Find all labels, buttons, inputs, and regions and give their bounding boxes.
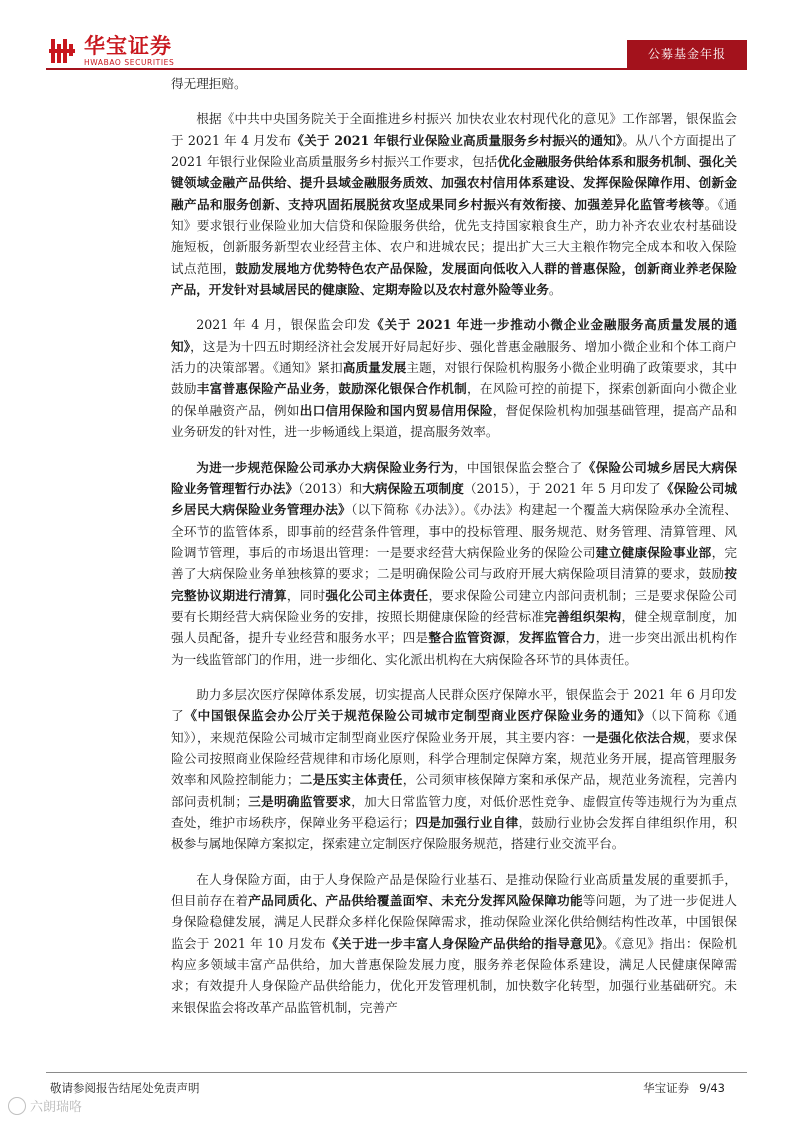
paragraph [171, 869, 737, 1018]
text-run: ，这是为十四五时期经济社会发展开好局起好步、强化普惠金融服务、增加小微企业和个体工商户活力的决策部署。《通知》紧扣 [171, 338, 738, 376]
text-run: ，健全规章制度，加强人员配备，提升专业经营和服务水平；四是 [171, 608, 738, 646]
text-run: ，督促保险机构加强基础管理，提高产品和业务研发的针对性，进一步畅通线上渠道，提高服务效率。 [171, 402, 738, 440]
header-divider [46, 68, 747, 70]
text-run: 等问题，为了进一步促进人身保险稳健发展，满足人民群众多样化保险保障需求，推动保险业深化供给侧结构性改革，中国银保监会于 2021 年 10 月发布 [171, 893, 738, 951]
text-run: 主题，对银行保险机构服务小微企业明确了政策要求，其中鼓励 [171, 360, 738, 397]
text-run: 根据《中共中央国务院关于全面推进乡村振兴 加快农业农村现代化的意见》工作部署，银保监会于 2021 年 4 月发布 [171, 111, 737, 148]
text-run: ，中国银保监会整合了 [453, 459, 583, 475]
paragraph [171, 457, 737, 670]
emphasized-text: 鼓励发展地方优势特色农产品保险，发展面向低收入人群的普惠保险，创新商业养老保险产品，开发针对县域居民的健康险、定期寿险以及农村意外险等业务 [171, 260, 738, 298]
text-run: ，完善了大病保险业务单独核算的要求；二是明确保险公司与政府开展大病保险项目清算的要求，鼓励 [171, 544, 738, 582]
emphasized-text: 一是强化依法合规 [582, 729, 686, 745]
emphasized-text: 优化金融服务供给体系和服务机制、强化关键领域金融产品供给、提升县域金融服务质效、加强农村信用体系建设、发挥保险保障作用、创新金融产品和服务创新、支持巩固拓展脱贫攻坚成果同乡村振兴有效衔接、加强差异化监管考核等 [171, 154, 737, 212]
report-body [171, 73, 737, 1032]
emphasized-text: 为进一步规范保险公司承办大病保险业务行为 [196, 459, 454, 475]
emphasized-text: 发挥监管合力 [518, 630, 596, 646]
text-run: （以下简称《办法》）。《办法》构建起一个覆盖大病保险承办全流程、全环节的监管体系，即事前的经营条件管理，事中的投标管理、服务规范、财务管理、清算管理、风险调节管理，事后的市场退出管理：一是要求经营大病保险业务的保险公司 [171, 502, 737, 560]
page-header [0, 0, 793, 80]
text-run: （以下简称《通知》），来规范保险公司城市定制型商业医疗保险业务开展，其主要内容： [171, 708, 738, 745]
emphasized-text: 三是明确监管要求 [247, 793, 352, 809]
text-run: ，进一步突出派出机构作为一线监管部门的作用，进一步细化、实化派出机构在大病保险各环节的具体责任。 [171, 630, 738, 667]
text-run: （2015），于 2021 年 5 月印发了 [463, 480, 661, 496]
text-run: ，同时 [286, 587, 326, 603]
emphasized-text: 鼓励深化银保合作机制 [338, 381, 468, 397]
text-run: （2013）和 [298, 480, 363, 496]
text-run: 得无理拒赔。 [171, 76, 247, 91]
emphasized-text: 整合监管资源 [428, 630, 506, 646]
text-run: 助力多层次医疗保障体系发展，切实提高人民群众医疗保障水平，银保监会于 2021 年 6 月印发了 [171, 686, 737, 724]
footer-page-info [633, 1080, 725, 1096]
text-run: 。从八个方面提出了 2021 年银行业保险业高质量服务乡村振兴工作要求，包括 [171, 132, 737, 170]
watermark-text: 六朗瑞咯 [30, 1100, 83, 1115]
emphasized-text: 建立健康保险事业部 [595, 544, 712, 560]
footer-company: 华宝证券 [643, 1081, 690, 1095]
emphasized-text: 完善组织架构 [544, 608, 622, 624]
footer-divider [46, 1072, 747, 1073]
text-run: ，要求保险公司按照商业保险经营规律和市场化原则，科学合理制定保障方案，规范业务开展，提高管理服务效率和风险控制能力； [171, 729, 738, 788]
footer-disclaimer: 敬请参阅报告结尾处免责声明 [50, 1081, 200, 1095]
text-run: 2021 年 4 月，银保监会印发 [196, 317, 372, 333]
emphasized-text: 《关于 2021 年进一步推动小微企业金融服务高质量发展的通知》 [171, 317, 738, 354]
text-run: ，加大日常监管力度，对低价恶性竞争、虚假宣传等违规行为为重点查处，维护市场秩序，保障业务平稳运行； [171, 793, 738, 830]
paragraph [171, 684, 737, 855]
logo-english-name: HWABAO SECURITIES [84, 58, 175, 67]
paragraph [171, 314, 737, 442]
emphasized-text: 《关于进一步丰富人身保险产品供给的指导意见》 [326, 935, 603, 951]
text-run: 。《通知》要求银行业保险业加大信贷和保险服务供给，优先支持国家粮食生产，助力补齐农业农村基础设施短板，创新服务新型农业经营主体、农户和进城农民；提出扩大三大主粮作物完全成本和收入保险试点范围， [171, 196, 737, 276]
emphasized-text: 出口信用保险和国内贸易信用保险 [299, 402, 493, 418]
text-run: 。《意见》指出：保险机构应多领域丰富产品供给，加大普惠保险发展力度，服务养老保险体系建设，满足人民健康保障需求；有效提升人身保险产品供给能力，优化开发管理机制，加快数字化转型，加强行业基础研究。未来银保监会将改革产品监管机制，完善产 [171, 935, 737, 1015]
hwabao-logo-icon [48, 36, 78, 66]
watermark [8, 1096, 82, 1115]
text-run: 在人身保险方面，由于人身保险产品是保险行业基石、是推动保险行业高质量发展的重要抓手，但目前存在着 [171, 871, 737, 909]
text-run: 。 [548, 282, 562, 298]
logo-chinese-name: 华宝证券 [84, 34, 172, 58]
text-run: ，要求保险公司建立内部问责机制；三是要求保险公司要有长期经营大病保险业务的安排，按照长期健康保险的经营标准 [171, 587, 738, 624]
emphasized-text: 二是压实主体责任 [299, 772, 403, 788]
emphasized-text: 《中国银保监会办公厅关于规范保险公司城市定制型商业医疗保险业务的通知》 [184, 708, 651, 724]
text-run: ， [325, 381, 339, 397]
emphasized-text: 产品同质化、产品供给覆盖面窄、未充分发挥风险保障功能 [248, 893, 583, 909]
paragraph [171, 73, 737, 94]
paragraph [171, 108, 737, 300]
text-run: ， [505, 630, 519, 646]
emphasized-text: 强化公司主体责任 [325, 587, 429, 603]
emphasized-text: 《关于 2021 年银行业保险业高质量服务乡村振兴的通知》 [291, 132, 623, 148]
watermark-logo-icon [8, 1097, 26, 1115]
emphasized-text: 丰富普惠保险产品业务 [196, 381, 326, 397]
text-run: ，鼓励行业协会发挥自律组织作用，积极参与属地保障方案拟定，探索建立定制医疗保险服务规范，搭建行业交流平台。 [171, 815, 738, 852]
emphasized-text: 大病保险五项制度 [362, 480, 464, 496]
text-run: ，公司须审核保障方案和承保产品，规范业务流程，完善内部问责机制； [171, 772, 738, 809]
emphasized-text: 四是加强行业自律 [415, 815, 519, 830]
page-number: 9/43 [699, 1081, 725, 1095]
emphasized-text: 按完整协议期进行清算 [171, 566, 737, 603]
company-logo [48, 36, 174, 67]
report-type-badge: 公募基金年报 [627, 40, 747, 68]
text-run: ，在风险可控的前提下，探索创新面向小微企业的保单融资产品，例如 [171, 381, 738, 418]
emphasized-text: 高质量发展 [342, 360, 407, 376]
emphasized-text: 《保险公司城乡居民大病保险业务管理办法》 [171, 480, 738, 518]
emphasized-text: 《保险公司城乡居民大病保险业务管理暂行办法》 [171, 459, 738, 496]
